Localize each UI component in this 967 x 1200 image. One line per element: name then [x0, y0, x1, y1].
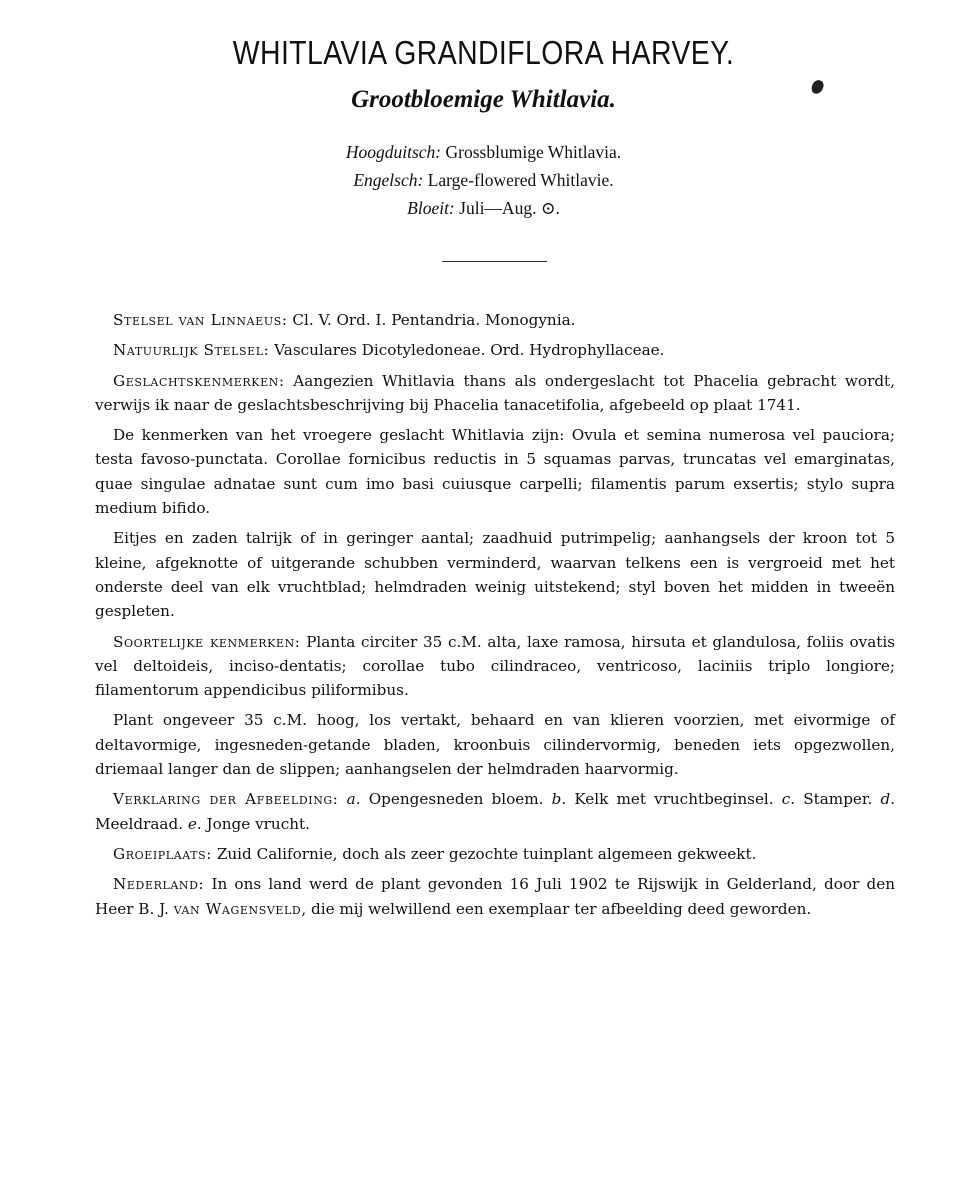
paragraph-genus	[95, 369, 895, 418]
section-label: Nederland:	[113, 875, 205, 894]
document-body	[95, 308, 895, 927]
paragraph-figure-legend	[95, 787, 895, 836]
section-label: Verklaring der Afbeelding:	[113, 790, 339, 809]
section-text: In ons land werd de plant gevonden 16 Juli 1902 te Rijswijk in Gelderland, door den Heer B. J.	[95, 875, 895, 918]
paragraph-genus-latin: De kenmerken van het vroegere geslacht Whitlavia zijn: Ovula et semina numerosa vel pauciora; testa favoso-punctata. Corollae fornicibus reductis in 5 squamas parvas, truncatas vel emarginatas, quae singulae adnatae sunt cum imo basi cuiusque carpelli; filamentis parum exsertis; stylo supra medium bifido.	[95, 426, 895, 518]
page-title: WHITLAVIA GRANDIFLORA HARVEY.	[232, 34, 735, 71]
section-label: Geslachtskenmerken:	[113, 371, 285, 390]
page-subtitle: Grootbloemige Whitlavia.	[351, 86, 616, 113]
legend-text: Opengesneden bloem.	[360, 790, 544, 809]
section-label: Groeiplaats:	[113, 844, 212, 863]
common-name-label: Engelsch:	[353, 170, 424, 190]
paragraph-species-dutch: Plant ongeveer 35 c.M. hoog, los vertakt, behaard en van klieren voorzien, met eivormige of deltavormige, ingesneden-getande bladen, kroonbuis cilindervormig, beneden iets opgezwollen, driemaal langer dan de slippen; aanhangselen der helmdraden haarvormig.	[95, 711, 895, 779]
horizontal-rule	[442, 261, 547, 262]
legend-text: Meeldraad.	[95, 814, 184, 833]
section-label: Soortelijke kenmerken:	[113, 632, 301, 651]
common-name-value: Juli—Aug. ⊙.	[454, 198, 560, 218]
paragraph-linnaeus	[95, 308, 895, 332]
paragraph-genus-dutch: Eitjes en zaden talrijk of in geringer aantal; zaadhuid putrimpelig; aanhangsels der kroon tot 5 kleine, afgeknotte of uitgerande schubben verminderd, waarvan telkens een is vergroeid met het onderste deel van elk vruchtblad; helmdraden weinig uitstekend; styl boven het midden in tweeën gespleten.	[95, 529, 895, 621]
paragraph-species	[95, 630, 895, 703]
paragraph-habitat	[95, 842, 895, 866]
section-text: Cl. V. Ord. I. Pentandria. Monogynia.	[287, 311, 576, 329]
legend-key: a.	[346, 790, 361, 809]
common-name-label: Bloeit:	[407, 198, 455, 218]
legend-text: Kelk met vruchtbeginsel.	[566, 790, 774, 809]
section-label: Stelsel van Linnaeus:	[113, 311, 288, 329]
legend-text: Jonge vrucht.	[201, 814, 310, 833]
legend-key: e.	[187, 814, 202, 833]
common-names	[0, 138, 967, 222]
common-name-value: Grossblumige Whitlavia.	[441, 142, 622, 162]
legend-key: d.	[880, 790, 896, 809]
section-text: , die mij welwillend een exemplaar ter afbeelding deed geworden.	[301, 899, 812, 918]
legend-key: c.	[781, 790, 796, 809]
section-text: Vasculares Dicotyledoneae. Ord. Hydrophyllaceae.	[269, 341, 665, 360]
common-name-german	[0, 138, 967, 166]
common-name-label: Hoogduitsch:	[345, 142, 442, 162]
section-text: Zuid Californie, doch als zeer gezochte tuinplant algemeen gekweekt.	[212, 844, 757, 863]
paragraph-netherlands	[95, 872, 895, 921]
section-text: Planta circiter 35 c.M. alta, laxe ramosa, hirsuta et glandulosa, foliis ovatis vel deltoideis, inciso-dentatis; corollae tubo cilindraceo, ventricoso, laciniis triplo longiore; filamentorum appendicibus piliformibus.	[95, 632, 896, 700]
legend-text: Stamper.	[795, 790, 873, 809]
common-name-value: Large-flowered Whitlavie.	[423, 170, 614, 190]
donor-name: van Wagensveld	[173, 899, 302, 918]
section-text: Aangezien Whitlavia thans als ondergeslacht tot Phacelia gebracht wordt, verwijs ik naar de geslachtsbeschrijving bij Phacelia tanacetifolia, afgebeeld op plaat 1741.	[95, 371, 895, 414]
legend-key: b.	[551, 790, 567, 809]
paragraph-natural-system	[95, 338, 895, 362]
section-label: Natuurlijk Stelsel:	[113, 341, 270, 360]
flowering-period	[0, 194, 967, 222]
common-name-english	[0, 166, 967, 194]
